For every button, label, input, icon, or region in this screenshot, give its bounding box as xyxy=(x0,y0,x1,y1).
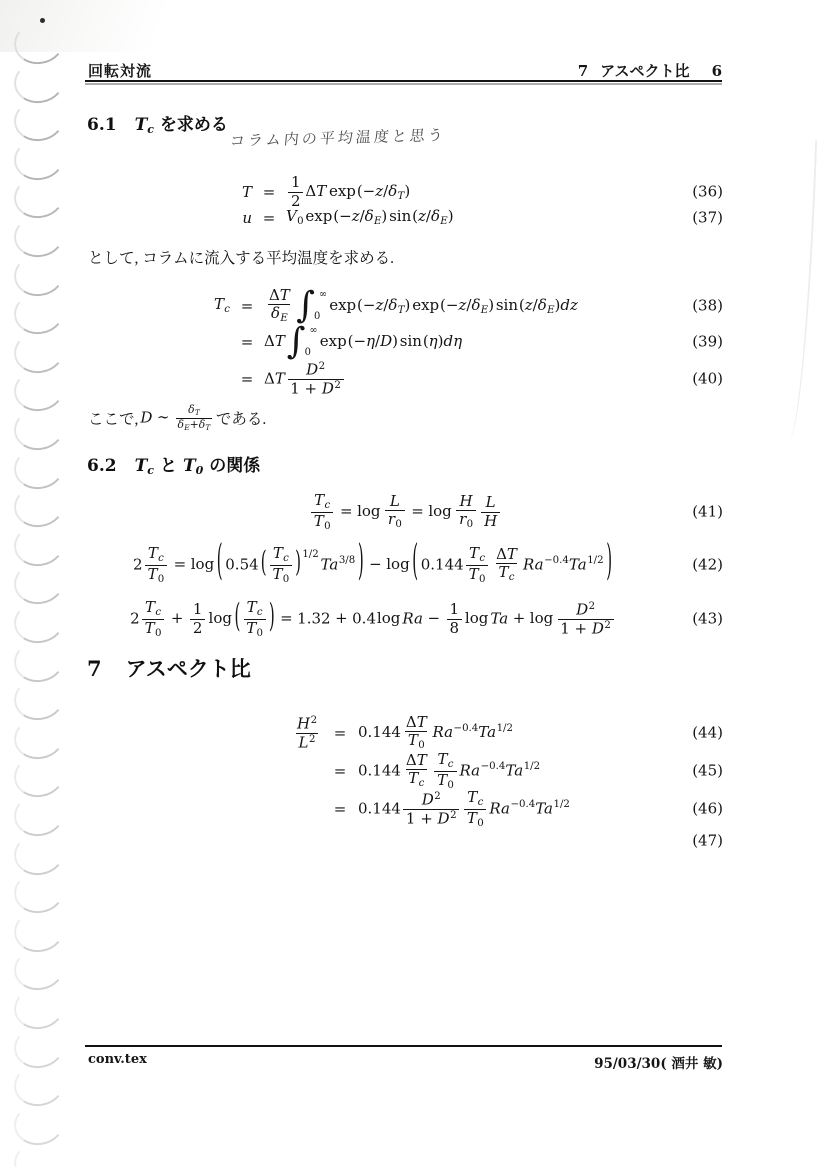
section-math-var: T0 xyxy=(182,456,204,477)
equation-number: (47) xyxy=(692,831,723,850)
fraction: $\frac{D^2}{1 + D^2}$ xyxy=(288,361,344,398)
equation-lhs: $T_c$ xyxy=(213,295,230,316)
paper-edge-shadow xyxy=(787,140,817,441)
section-heading-6-1 xyxy=(87,110,234,136)
equation-row xyxy=(88,490,723,532)
header-section-number: 7 xyxy=(577,62,589,80)
equation-relation: = xyxy=(240,296,254,315)
footer-filename: conv.tex xyxy=(88,1052,147,1067)
handwritten-annotation: コラム内の平均温度と思う xyxy=(229,127,447,151)
fraction: $\frac{D^2}{1 + D^2}$ xyxy=(558,601,614,638)
section-title-text: アスペクト比 xyxy=(125,658,251,681)
section-math-var: Tc xyxy=(134,115,154,136)
equation-relation: = xyxy=(333,761,347,780)
equation-number: (41) xyxy=(692,502,723,521)
header-running-title: 回転対流 xyxy=(88,63,153,80)
equation-number: (36) xyxy=(692,182,723,201)
equation-rhs: 0.144 $\frac{D^2}{1 + D^2}$ $\frac{T_c}{T_0}$ $Ra^{-0.4}Ta^{1/2}$ xyxy=(358,787,570,829)
equation-body: 2 $\frac{T_c}{T_0}$ + $\frac{1}{2}$ log ( $\frac{T_c}{T_0}$ ) = 1.32 + 0.4log Ra − $\frac{1}{8}$ log Ta + log $\frac{D^2}{1 + D^2}$ xyxy=(88,599,658,640)
equation-number: (39) xyxy=(692,332,723,351)
fraction: $\frac{T_c}{T_0}$ xyxy=(145,545,167,586)
fraction: $\frac{\delta_T}{\delta_E+\delta_T}$ xyxy=(177,403,211,433)
integral: ∫ ∞ 0 xyxy=(286,320,318,362)
fraction: $\frac{L}{r_0}$ xyxy=(385,493,404,531)
equation-lhs xyxy=(88,715,322,752)
section-number: 7 xyxy=(87,656,102,681)
fraction: $\frac{1}{8}$ xyxy=(447,601,462,637)
fraction: $\frac{T_c}{T_0}$ xyxy=(270,545,292,586)
equation-rhs: 0.144 $\frac{\Delta T}{T_c}$ $\frac{T_c}{T_0}$ $Ra^{-0.4}Ta^{1/2}$ xyxy=(358,749,541,791)
equation-rhs: 0.144 $\frac{\Delta T}{T_0}$ $Ra^{-0.4}Ta^{1/2}$ xyxy=(358,712,513,752)
fraction: $\frac{L}{H}$ xyxy=(481,494,499,530)
equation-block-41 xyxy=(88,490,723,532)
equation-row xyxy=(88,787,723,829)
fraction: $\frac{D^2}{1 + D^2}$ xyxy=(403,791,459,828)
paragraph-definition-d xyxy=(88,404,266,433)
equation-row xyxy=(88,284,723,326)
header-section-title: アスペクト比 xyxy=(600,63,690,80)
header-page-number: 6 xyxy=(711,62,722,80)
equation-number: (40) xyxy=(692,369,723,388)
equation-block-42 xyxy=(88,534,723,588)
equation-relation: = xyxy=(262,182,276,201)
equation-number: (46) xyxy=(692,799,723,818)
equation-rhs: ΔT ∫ ∞ 0 exp(−η/D) sin(η)dη xyxy=(264,320,463,362)
footer-date-author: 95/03/30( 酒井 敏) xyxy=(594,1056,723,1072)
fraction: $\frac{1}{2}$ xyxy=(190,601,205,637)
equation-lhs: T xyxy=(241,182,252,201)
fraction: $\frac{T_c}{T_0}$ xyxy=(244,599,266,640)
equation-block-43 xyxy=(88,597,723,641)
paragraph-text-pre: ここで, xyxy=(88,411,139,429)
fraction: $\frac{H^2}{L^2}$ xyxy=(296,714,318,752)
equation-row xyxy=(88,597,723,641)
section-number: 6.2 xyxy=(87,456,117,476)
fraction: $\frac{\Delta T}{T_0}$ xyxy=(405,712,427,752)
equation-relation: = xyxy=(262,208,276,227)
equation-number: (42) xyxy=(692,555,723,574)
equation-number: (38) xyxy=(692,296,723,315)
equation-rhs: $\frac{\Delta T}{\delta_E}$ ∫ ∞ 0 $\exp(-z/\delta_T)$ $\exp(-z/\delta_E)$ $\sin(z/\delta_E)dz$ xyxy=(264,287,723,325)
equation-number: (37) xyxy=(692,208,723,227)
section-heading-6-2 xyxy=(87,451,266,477)
fraction: $\frac{1}{2}$ xyxy=(288,174,303,210)
section-heading-7 xyxy=(87,653,251,683)
equation-relation: = xyxy=(240,369,254,388)
equation-relation: = xyxy=(333,799,347,818)
section-title-text: を求める xyxy=(159,115,228,134)
equation-row xyxy=(88,828,723,854)
equation-relation: = xyxy=(240,332,254,351)
equation-number: (44) xyxy=(692,723,723,742)
equation-relation: = xyxy=(333,723,347,742)
equation-block-44-47 xyxy=(88,714,723,854)
equation-lhs: u xyxy=(242,208,252,227)
equation-row xyxy=(88,360,723,398)
paragraph-intro: として, コラムに流入する平均温度を求める. xyxy=(88,250,394,267)
fraction: $\frac{H}{r_0}$ xyxy=(456,493,475,531)
fraction: $\frac{T_c}{T_0}$ xyxy=(311,492,333,533)
fraction: $\frac{\Delta T}{\delta_E}$ xyxy=(268,285,290,325)
section-math-var: Tc xyxy=(134,456,154,477)
equation-row xyxy=(88,714,723,752)
equation-rhs: $\frac{1}{2}$ ΔT $\exp(-z/\delta_T)$ xyxy=(286,174,723,210)
paragraph-text-post: である. xyxy=(215,411,267,429)
equation-row xyxy=(88,749,723,791)
equation-row xyxy=(88,173,723,210)
header-right xyxy=(578,60,722,81)
fraction: $\frac{T_c}{T_0}$ xyxy=(466,545,488,586)
section-title-text: の関係 xyxy=(209,456,261,475)
equation-body: 2 $\frac{T_c}{T_0}$ = log ( 0.54 ( $\frac{T_c}{T_0}$ )$^{1/2}Ta^{3/8}$ ) − log ( 0.144 $\frac{T_c}{T_0}$ $\frac{\Delta T}{T_c}$ $Ra^{-0.4}Ta^{1/2}$ ) xyxy=(132,534,613,586)
binder-hole-shadow xyxy=(11,1138,67,1167)
equation-number: (45) xyxy=(692,761,723,780)
header-rule xyxy=(85,80,722,82)
equation-row xyxy=(88,205,723,231)
equation-number: (43) xyxy=(692,609,723,628)
equation-rhs: $V_0$ $\exp(-z/\delta_E)$ $\sin(z/\delta_E)$ xyxy=(286,207,454,228)
fraction: $\frac{\Delta T}{T_c}$ xyxy=(496,544,517,584)
equation-row xyxy=(88,534,723,588)
integral: ∫ ∞ 0 xyxy=(296,284,328,326)
equation-block-38-40 xyxy=(88,284,723,398)
section-number: 6.1 xyxy=(87,115,117,135)
fraction: $\frac{\Delta T}{T_c}$ xyxy=(405,750,427,790)
fraction: $\frac{T_c}{T_0}$ xyxy=(464,789,486,830)
footer-rule xyxy=(85,1045,722,1047)
equation-row xyxy=(88,320,723,362)
equation-block-36-37 xyxy=(88,173,723,231)
fraction: $\frac{T_c}{T_0}$ xyxy=(142,599,164,640)
fraction: $\frac{T_c}{T_0}$ xyxy=(434,751,456,792)
section-title-mid: と xyxy=(159,456,177,475)
inline-math-d-ratio: D ∼ $\frac{\delta_T}{\delta_E+\delta_T}$ xyxy=(140,403,211,433)
equation-rhs: ΔT $\frac{D^2}{1 + D^2}$ xyxy=(264,361,723,398)
equation-body: $\frac{T_c}{T_0}$ = log $\frac{L}{r_0}$ = log $\frac{H}{r_0}$ $\frac{L}{H}$ xyxy=(88,492,723,533)
